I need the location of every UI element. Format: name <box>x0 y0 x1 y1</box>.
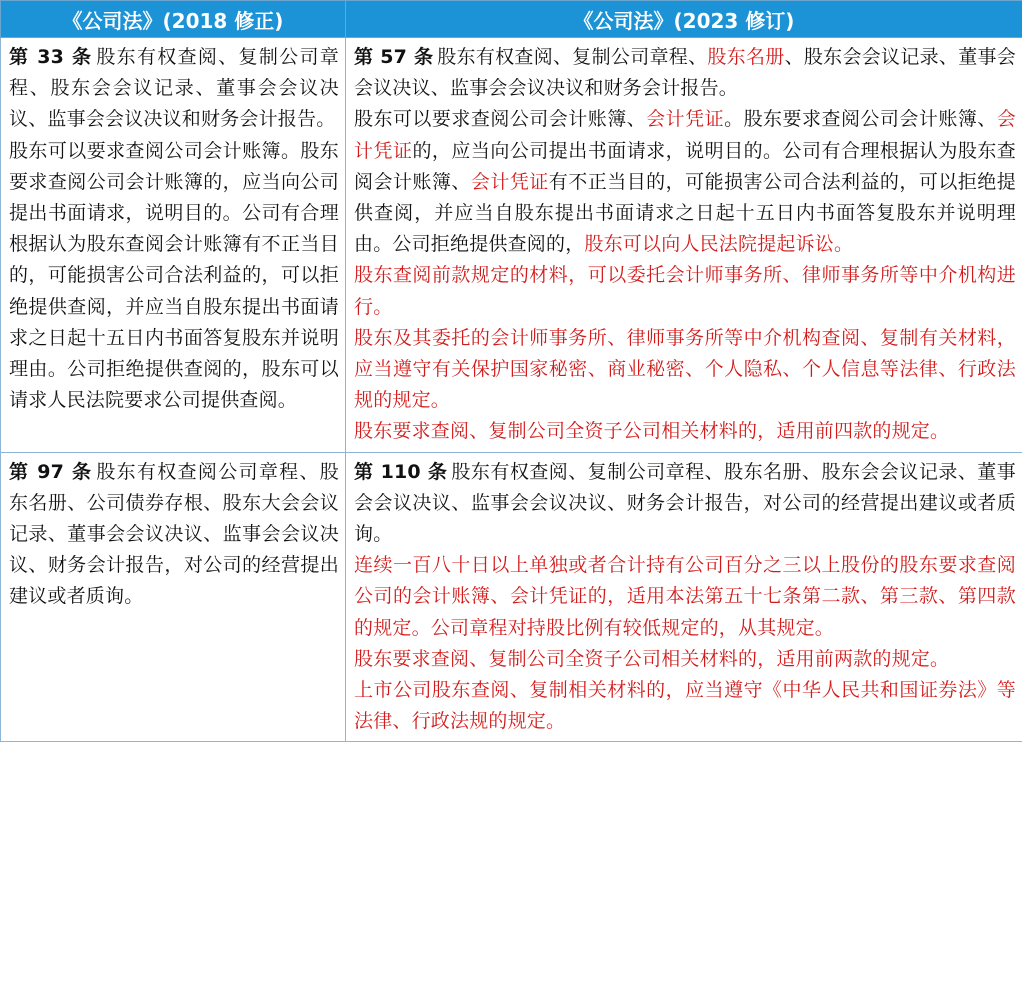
amended-text: 上市公司股东查阅、复制相关材料的，应当遵守《中华人民共和国证券法》等法律、行政法规的规定。 <box>354 679 1016 733</box>
amended-text: 股东可以向人民法院提起诉讼。 <box>584 233 854 256</box>
clause-text: 的，应当向公司提出书面请求，说明目的。公司有合理根据认为股东查阅会计账簿、 <box>354 139 1016 193</box>
clause-paragraph <box>354 260 1016 322</box>
amended-text: 连续一百八十日以上单独或者合计持有公司百分之三以上股份的股东要求查阅公司的会计账簿、会计凭证的，适用本法第五十七条第二款、第三款、第四款的规定。公司章程对持股比例有较低规定的，从其规定。 <box>354 554 1016 639</box>
clause-text: 股东有权查阅、复制公司章程、 <box>437 46 708 68</box>
clause-paragraph <box>354 416 1016 447</box>
article-number: 第 97 条 <box>9 460 93 483</box>
clause-text: 股东有权查阅、复制公司章程、股东会会议记录、董事会会议决议、监事会会议决议和财务会计报告。 <box>9 46 340 131</box>
amended-text: 股东查阅前款规定的材料，可以委托会计师事务所、律师事务所等中介机构进行。 <box>354 264 1016 318</box>
clause-paragraph <box>354 457 1016 551</box>
amended-text: 会计凭证 <box>354 108 1016 162</box>
clause-text: 。股东要求查阅公司会计账簿、 <box>724 108 997 131</box>
clause-paragraph <box>9 42 339 136</box>
amended-text: 股东名册 <box>707 46 785 68</box>
header-2018: 《公司法》(2018 修正) <box>1 1 346 38</box>
cell-2023 <box>346 38 1022 453</box>
article-row <box>1 452 1022 742</box>
amended-text: 会计凭证 <box>470 170 549 193</box>
clause-paragraph <box>354 675 1016 737</box>
clause-paragraph <box>9 457 339 613</box>
clause-paragraph <box>354 550 1016 644</box>
header-2023: 《公司法》(2023 修订) <box>346 1 1022 38</box>
clause-text: 有不正当目的，可能损害公司合法利益的，可以拒绝提供查阅，并应当自股东提出书面请求之日起十五日内书面答复股东并说明理由。公司拒绝提供查阅的， <box>354 170 1016 256</box>
cell-2018 <box>1 38 346 453</box>
cell-2018 <box>1 452 346 742</box>
clause-text: 股东可以要求查阅公司会计账簿、 <box>354 108 647 131</box>
amended-text: 股东要求查阅、复制公司全资子公司相关材料的，适用前四款的规定。 <box>354 420 950 443</box>
clause-paragraph <box>354 104 1016 260</box>
amended-text: 会计凭证 <box>646 108 725 131</box>
cell-2023 <box>346 452 1022 742</box>
clause-paragraph <box>9 136 339 417</box>
article-number: 第 57 条 <box>354 46 434 68</box>
amended-text: 股东及其委托的会计师事务所、律师事务所等中介机构查阅、复制有关材料，应当遵守有关保护国家秘密、商业秘密、个人隐私、个人信息等法律、行政法规的规定。 <box>354 326 1016 412</box>
header-row <box>1 1 1022 38</box>
amended-text: 股东要求查阅、复制公司全资子公司相关材料的，适用前两款的规定。 <box>354 647 950 670</box>
clause-paragraph <box>354 42 1016 104</box>
clause-text: 、股东会会议记录、董事会会议决议、监事会会议决议和财务会计报告。 <box>354 46 1016 100</box>
article-number: 第 110 条 <box>354 460 448 483</box>
article-row <box>1 38 1022 453</box>
clause-text: 股东有权查阅公司章程、股东名册、公司债券存根、股东大会会议记录、董事会会议决议、监事会会议决议、财务会计报告，对公司的经营提出建议或者质询。 <box>9 460 340 608</box>
clause-paragraph <box>354 644 1016 675</box>
clause-text: 股东可以要求查阅公司会计账簿。股东要求查阅公司会计账簿的，应当向公司提出书面请求，说明目的。公司有合理根据认为股东查阅会计账簿有不正当目的，可能损害公司合法利益的，可以拒绝提供查阅，并应当自股东提出书面请求之日起十五日内书面答复股东并说明理由。公司拒绝提供查阅的，股东可以请求人民法院要求公司提供查阅。 <box>9 139 339 412</box>
article-number: 第 33 条 <box>9 46 93 68</box>
clause-paragraph <box>354 323 1016 417</box>
clause-text: 股东有权查阅、复制公司章程、股东名册、股东会会议记录、董事会会议决议、监事会会议决议、财务会计报告，对公司的经营提出建议或者质询。 <box>354 460 1016 546</box>
